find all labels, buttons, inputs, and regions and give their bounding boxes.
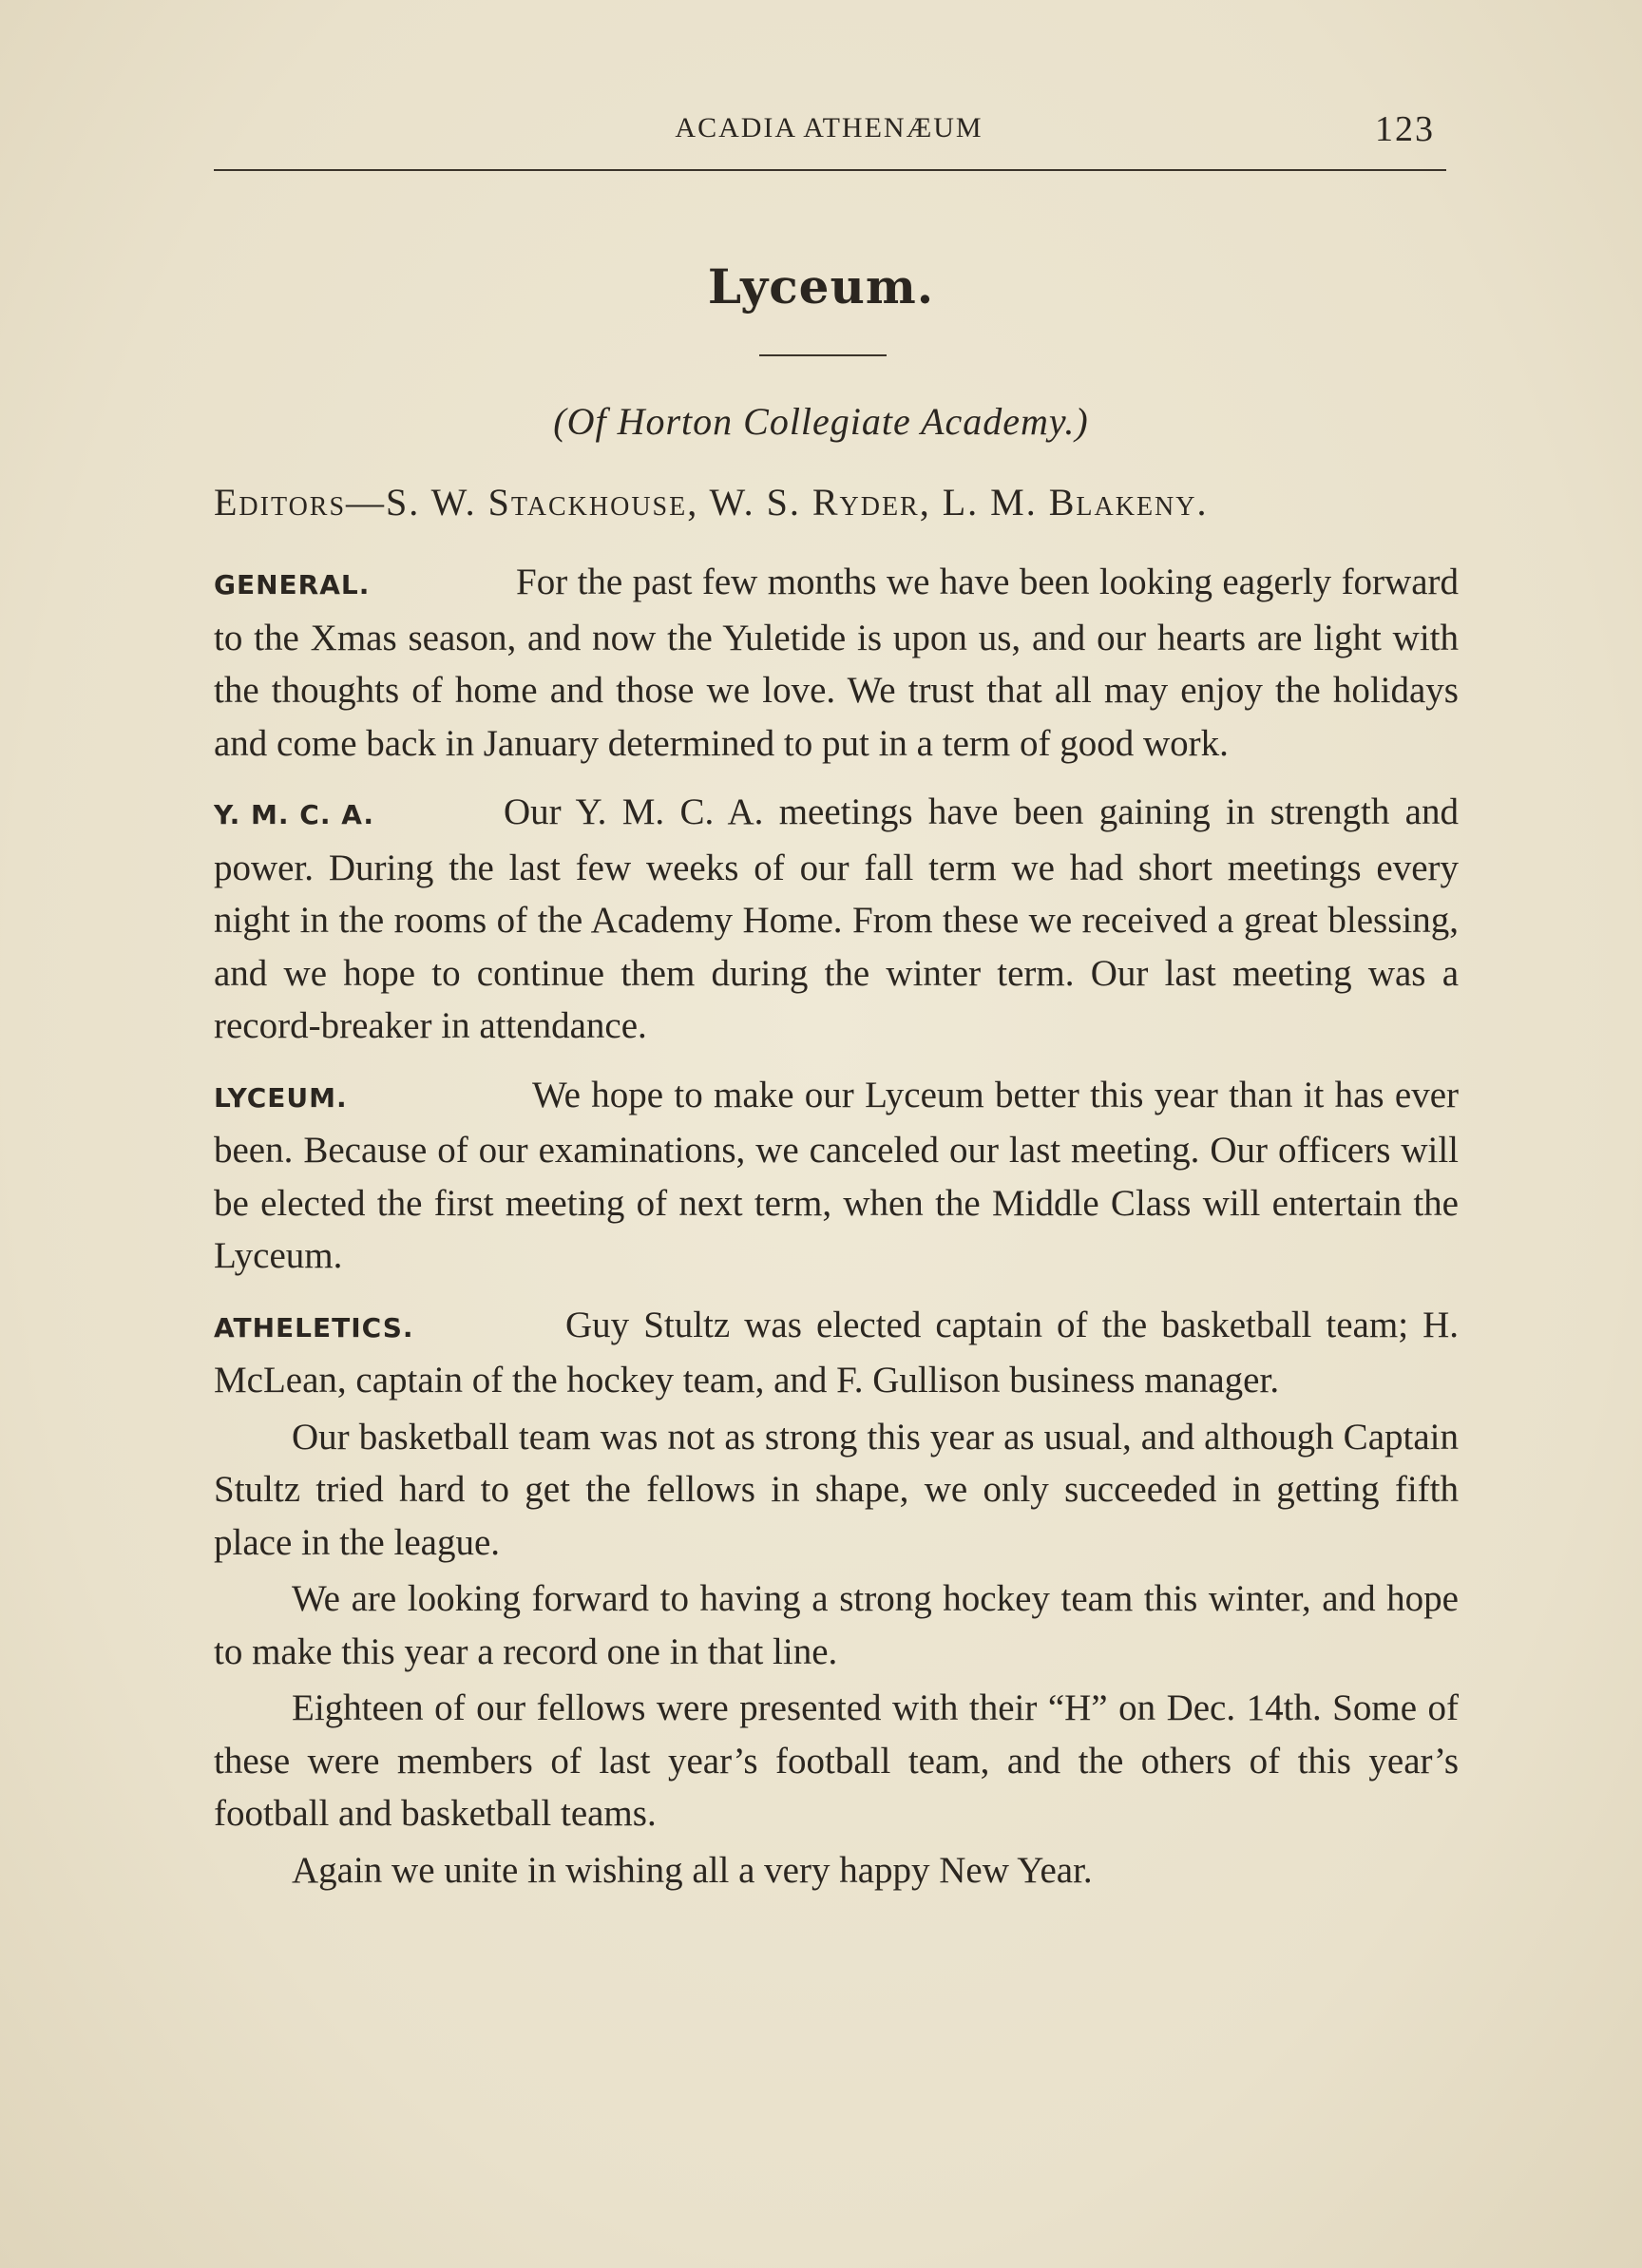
- editors-label: Editors: [214, 481, 347, 524]
- header-rule: [214, 169, 1446, 171]
- paragraph-text: We hope to make our Lyceum better this year than it has ever been. Because of our examinations, we canceled our last meeting. Our officers will be elected the first meeting of next term, when the Middle Class will entertain the Lyceum.: [214, 1074, 1459, 1276]
- page-header: [214, 105, 1444, 162]
- paragraph-text: Guy Stultz was elected captain of the basketball team; H. McLean, captain of the hockey team, and F. Gullison business manager.: [214, 1304, 1459, 1401]
- paragraph-text: For the past few months we have been looking eagerly forward to the Xmas season, and now the Yuletide is upon us, and our hearts are light with the thoughts of home and those we love. We trust that all may enjoy the holidays and come back in January determined to put in a term of good work.: [214, 562, 1459, 764]
- title-rule: [759, 354, 887, 356]
- heading-lyceum: LYCEUM.: [214, 1081, 348, 1114]
- article-body: [214, 556, 1459, 1896]
- paragraph-ymca: [214, 786, 1459, 1053]
- section-title: Lyceum.: [707, 258, 935, 314]
- paragraph-letters: Eighteen of our fellows were presented with their “H” on Dec. 14th. Some of these were members of last year’s football team, and the others of this year’s football and basketball teams.: [214, 1687, 1459, 1834]
- heading-athletics: ATHELETICS.: [214, 1311, 414, 1344]
- section-subtitle: (Of Horton Collegiate Academy.): [553, 400, 1089, 443]
- paragraph-lyceum: [214, 1069, 1459, 1283]
- page-number: 123: [1375, 109, 1435, 149]
- heading-ymca: Y. M. C. A.: [214, 799, 375, 830]
- paragraph-athletics: [214, 1299, 1459, 1407]
- paragraph-text: Our Y. M. C. A. meetings have been gaining in strength and power. During the last few weeks of our fall term we had short meetings every night in the rooms of the Academy Home. From these we received a great blessing, and we hope to continue them during the winter term. Our last meeting was a record-breaker in attendance.: [214, 791, 1459, 1046]
- editors-line: [214, 480, 1449, 524]
- editors-names: —S. W. Stackhouse, W. S. Ryder, L. M. Blakeny.: [346, 481, 1209, 524]
- paragraph-general: [214, 556, 1459, 770]
- heading-general: GENERAL.: [214, 569, 371, 600]
- paragraph-new-year: Again we unite in wishing all a very happy New Year.: [292, 1849, 1093, 1891]
- running-title: ACADIA ATHENÆUM: [675, 112, 983, 143]
- paragraph-hockey: We are looking forward to having a strong hockey team this winter, and hope to make this year a record one in that line.: [214, 1578, 1459, 1672]
- paragraph-basketball: Our basketball team was not as strong this year as usual, and although Captain Stultz tried hard to get the fellows in shape, we only succeeded in getting fifth place in the league.: [214, 1416, 1459, 1563]
